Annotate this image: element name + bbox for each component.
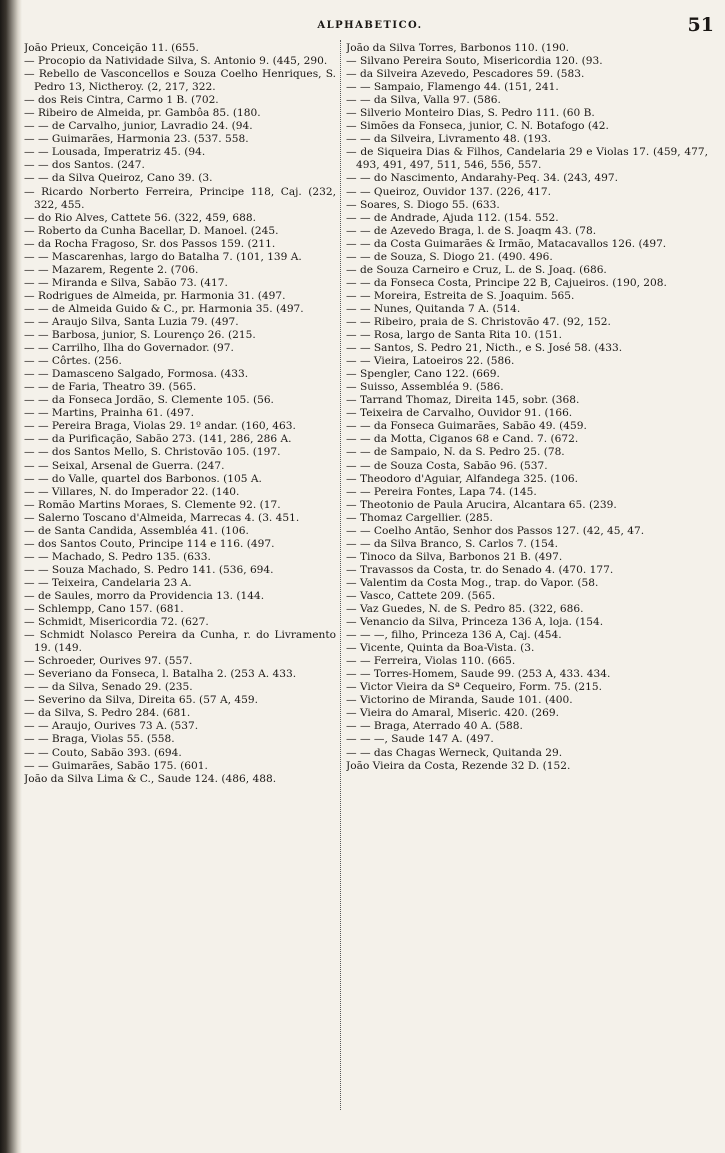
directory-entry: — Rodrigues de Almeida, pr. Harmonia 31. (497. <box>24 289 286 302</box>
directory-entry: — Valentim da Costa Mog., trap. do Vapor. (58. <box>346 576 599 589</box>
directory-entry: — da Rocha Fragoso, Sr. dos Passos 159. (211. <box>24 237 276 250</box>
directory-entry: — Venancio da Silva, Princeza 136 A, loja. (154. <box>346 616 604 629</box>
directory-entry: — Tinoco da Silva, Barbonos 21 B. (497. <box>346 550 563 563</box>
directory-entry: — Schmidt Nolasco Pereira da Cunha, r. do Livramento 19. (149. <box>24 629 336 655</box>
directory-entry: — — Pereira Braga, Violas 29. 1º andar. (160, 463. <box>24 420 296 433</box>
directory-entry: — — Araujo, Ourives 73 A. (537. <box>24 720 199 733</box>
directory-entry: — Teixeira de Carvalho, Ouvidor 91. (166. <box>346 407 573 420</box>
directory-entry: — — Guimarães, Sabão 175. (601. <box>24 759 208 772</box>
directory-entry: — de Santa Candida, Assembléa 41. (106. <box>24 524 249 537</box>
directory-entry: — Travassos da Costa, tr. do Senado 4. (470. 177. <box>346 563 614 576</box>
directory-entry: — Rebello de Vasconcellos e Souza Coelho Henriques, S. Pedro 13, Nictheroy. (2, 217, 322. <box>24 68 336 94</box>
directory-entry: — — de Souza, S. Diogo 21. (490. 496. <box>346 250 553 263</box>
directory-entry: — — Mazarem, Regente 2. (706. <box>24 263 199 276</box>
directory-entry: — — —, filho, Princeza 136 A, Caj. (454. <box>346 629 562 642</box>
directory-entry: — — Miranda e Silva, Sabão 73. (417. <box>24 276 228 289</box>
directory-entry: — — Seixal, Arsenal de Guerra. (247. <box>24 459 225 472</box>
directory-entry: — — das Chagas Werneck, Quitanda 29. <box>346 746 563 759</box>
directory-entry: — Ribeiro de Almeida, pr. Gambôa 85. (180. <box>24 107 261 120</box>
directory-entry: — — Guimarães, Harmonia 23. (537. 558. <box>24 133 249 146</box>
directory-entry: João Prieux, Conceição 11. (655. <box>24 42 199 54</box>
directory-entry: — — de Faria, Theatro 39. (565. <box>24 381 197 394</box>
directory-entry: — — Mascarenhas, largo do Batalha 7. (101, 139 A. <box>24 250 302 263</box>
page-title: ALPHABETICO. <box>317 20 423 31</box>
directory-entry: João da Silva Torres, Barbonos 110. (190. <box>346 42 570 54</box>
directory-entry: — Soares, S. Diogo 55. (633. <box>346 198 500 211</box>
directory-entry: — Victorino de Miranda, Saude 101. (400. <box>346 694 573 707</box>
directory-entry: — da Silva, S. Pedro 284. (681. <box>24 707 191 720</box>
directory-entry: — de Siqueira Dias & Filhos, Candelaria 29 e Violas 17. (459, 477, 493, 491, 497, 511, 546, 556, 557. <box>346 146 708 172</box>
directory-entry: — Victor Vieira da Sª Cequeiro, Form. 75. (215. <box>346 681 602 694</box>
directory-entry: — — Coelho Antão, Senhor dos Passos 127. (42, 45, 47. <box>346 524 645 537</box>
directory-entry: — Vasco, Cattete 209. (565. <box>346 589 496 602</box>
directory-entry: — — —, Saude 147 A. (497. <box>346 733 494 746</box>
directory-entry: — de Souza Carneiro e Cruz, L. de S. Joaq. (686. <box>346 263 607 276</box>
directory-entry: — — da Silva, Senado 29. (235. <box>24 681 193 694</box>
directory-entry: — Tarrand Thomaz, Direita 145, sobr. (368. <box>346 394 580 407</box>
directory-entry: — — de Andrade, Ajuda 112. (154. 552. <box>346 211 559 224</box>
directory-entry: — — Carrilho, Ilha do Governador. (97. <box>24 342 234 355</box>
directory-entry: — — Sampaio, Flamengo 44. (151, 241. <box>346 81 559 94</box>
directory-entry: — — da Fonseca Jordão, S. Clemente 105. (56. <box>24 394 274 407</box>
directory-entry: — — Souza Machado, S. Pedro 141. (536, 694. <box>24 563 274 576</box>
directory-entry: — — dos Santos. (247. <box>24 159 145 172</box>
directory-entry: — — Torres-Homem, Saude 99. (253 A, 433. 434. <box>346 668 611 681</box>
directory-entry: — — Araujo Silva, Santa Luzia 79. (497. <box>24 315 239 328</box>
directory-entry: — — Ribeiro, praia de S. Christovão 47. (92, 152. <box>346 315 611 328</box>
directory-entry: — Ricardo Norberto Ferreira, Principe 118, Caj. (232, 322, 455. <box>24 185 336 211</box>
directory-entry: — — da Purificação, Sabão 273. (141, 286, 286 A. <box>24 433 292 446</box>
directory-entry: — Silverio Monteiro Dias, S. Pedro 111. (60 B. <box>346 107 595 120</box>
directory-entry: — Schlempp, Cano 157. (681. <box>24 603 184 616</box>
directory-entry: — Vaz Guedes, N. de S. Pedro 85. (322, 686. <box>346 603 584 616</box>
directory-entry: — dos Reis Cintra, Carmo 1 B. (702. <box>24 94 219 107</box>
directory-entry: — — Côrtes. (256. <box>24 355 122 368</box>
directory-entry: João da Silva Lima & C., Saude 124. (486, 488. <box>24 772 277 785</box>
directory-entry: — — Ferreira, Violas 110. (665. <box>346 655 516 668</box>
directory-entry: — — da Motta, Ciganos 68 e Cand. 7. (672. <box>346 433 579 446</box>
directory-entry: — — Braga, Violas 55. (558. <box>24 733 175 746</box>
directory-entry: — — Vieira, Latoeiros 22. (586. <box>346 355 515 368</box>
directory-entry: — Vicente, Quinta da Boa-Vista. (3. <box>346 642 535 655</box>
directory-entry: — — de Azevedo Braga, l. de S. Joaqm 43. (78. <box>346 224 597 237</box>
directory-entry: — — do Nascimento, Andarahy-Peq. 34. (243, 497. <box>346 172 618 185</box>
directory-entry: — de Saules, morro da Providencia 13. (144. <box>24 589 265 602</box>
directory-entry: — — Nunes, Quitanda 7 A. (514. <box>346 302 521 315</box>
directory-entry: João Vieira da Costa, Rezende 32 D. (152. <box>346 759 571 772</box>
directory-entry: — — da Silva Branco, S. Carlos 7. (154. <box>346 537 558 550</box>
directory-entry: — — da Fonseca Guimarães, Sabão 49. (459. <box>346 420 587 433</box>
directory-entry: — — dos Santos Mello, S. Christovão 105. (197. <box>24 446 281 459</box>
directory-entry: — — de Sampaio, N. da S. Pedro 25. (78. <box>346 446 565 459</box>
directory-entry: — Theodoro d'Aguiar, Alfandega 325. (106. <box>346 472 579 485</box>
directory-entry: — Thomaz Cargellier. (285. <box>346 511 493 524</box>
directory-entry: — — de Almeida Guido & C., pr. Harmonia 35. (497. <box>24 302 304 315</box>
directory-entry: — da Silveira Azevedo, Pescadores 59. (583. <box>346 68 585 81</box>
directory-entry: — — Queiroz, Ouvidor 137. (226, 417. <box>346 185 551 198</box>
directory-entry: — Romão Martins Moraes, S. Clemente 92. (17. <box>24 498 281 511</box>
directory-entry: — — Villares, N. do Imperador 22. (140. <box>24 485 240 498</box>
directory-entry: — — Lousada, Imperatriz 45. (94. <box>24 146 206 159</box>
directory-entry: — — Martins, Prainha 61. (497. <box>24 407 194 420</box>
directory-entry: — — de Souza Costa, Sabão 96. (537. <box>346 459 548 472</box>
page-header <box>20 14 720 40</box>
directory-entry: — — Teixeira, Candelaria 23 A. <box>24 576 192 589</box>
directory-entry: — — da Costa Guimarães & Irmão, Matacavallos 126. (497. <box>346 237 667 250</box>
book-spine-shadow <box>0 0 22 1153</box>
column-divider <box>340 40 341 1110</box>
directory-entry: — — da Silveira, Livramento 48. (193. <box>346 133 552 146</box>
directory-entry: — Severino da Silva, Direita 65. (57 A, 459. <box>24 694 259 707</box>
left-column <box>24 42 336 1112</box>
directory-entry: — — da Silva, Valla 97. (586. <box>346 94 501 107</box>
directory-entry: — Salerno Toscano d'Almeida, Marrecas 4. (3. 451. <box>24 511 300 524</box>
directory-entry: — dos Santos Couto, Principe 114 e 116. (497. <box>24 537 275 550</box>
directory-entry: — Schroeder, Ourives 97. (557. <box>24 655 193 668</box>
directory-entry: — Schmidt, Misericordia 72. (627. <box>24 616 209 629</box>
directory-entry: — — de Carvalho, junior, Lavradio 24. (94. <box>24 120 253 133</box>
directory-entry: — — Braga, Aterrado 40 A. (588. <box>346 720 523 733</box>
directory-entry: — — Couto, Sabão 393. (694. <box>24 746 182 759</box>
directory-entry: — do Rio Alves, Cattete 56. (322, 459, 688. <box>24 211 257 224</box>
directory-entry: — — Santos, S. Pedro 21, Nicth., e S. José 58. (433. <box>346 342 623 355</box>
directory-entry: — — da Silva Queiroz, Cano 39. (3. <box>24 172 213 185</box>
directory-entry: — Roberto da Cunha Bacellar, D. Manoel. (245. <box>24 224 279 237</box>
page-number: 51 <box>687 14 714 36</box>
directory-entry: — — Machado, S. Pedro 135. (633. <box>24 550 211 563</box>
directory-entry: — — Rosa, largo de Santa Rita 10. (151. <box>346 329 563 342</box>
directory-entry: — — da Fonseca Costa, Principe 22 B, Cajueiros. (190, 208. <box>346 276 667 289</box>
directory-entry: — Theotonio de Paula Arucira, Alcantara 65. (239. <box>346 498 617 511</box>
directory-entry: — Silvano Pereira Souto, Misericordia 120. (93. <box>346 55 603 68</box>
directory-entry: — — Pereira Fontes, Lapa 74. (145. <box>346 485 537 498</box>
directory-entry: — — do Valle, quartel dos Barbonos. (105 A. <box>24 472 262 485</box>
right-column <box>346 42 708 1112</box>
directory-entry: — — Barbosa, junior, S. Lourenço 26. (215. <box>24 329 256 342</box>
directory-entry: — Vieira do Amaral, Miseric. 420. (269. <box>346 707 559 720</box>
directory-entry: — Suisso, Assembléa 9. (586. <box>346 381 504 394</box>
directory-entry: — Procopio da Natividade Silva, S. Antonio 9. (445, 290. <box>24 55 328 68</box>
directory-entry: — Severiano da Fonseca, l. Batalha 2. (253 A. 433. <box>24 668 297 681</box>
directory-entry: — Spengler, Cano 122. (669. <box>346 368 500 381</box>
directory-entry: — — Moreira, Estreita de S. Joaquim. 565. <box>346 289 575 302</box>
directory-entry: — Simões da Fonseca, junior, C. N. Botafogo (42. <box>346 120 609 133</box>
directory-entry: — — Damasceno Salgado, Formosa. (433. <box>24 368 249 381</box>
